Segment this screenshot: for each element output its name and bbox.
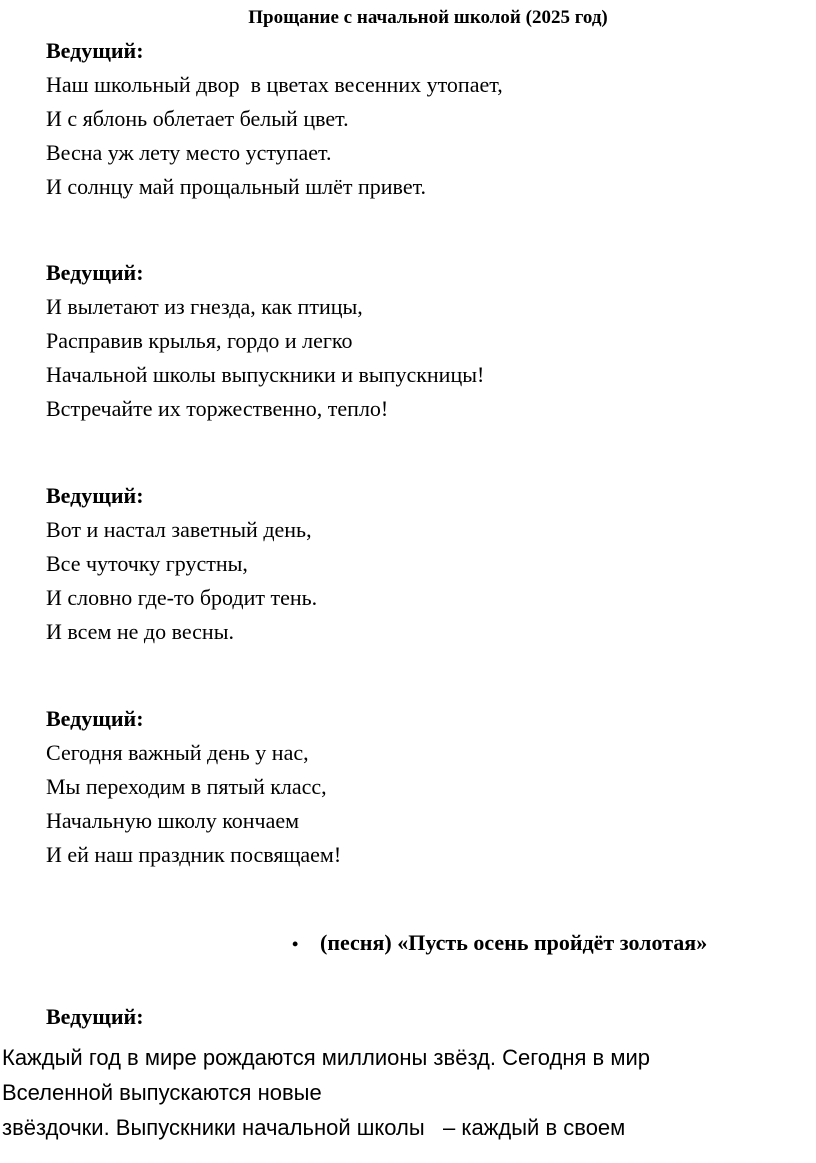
prose-line: звёздочки. Выпускники начальной школы – каждый в своем: [2, 1115, 626, 1140]
verse-line: И ей наш праздник посвящаем!: [46, 842, 342, 867]
verse-line: Начальной школы выпускники и выпускницы!: [46, 362, 485, 387]
stanza-1: [46, 36, 503, 206]
speaker-label: Ведущий:: [46, 1004, 144, 1029]
stanza-2: [46, 258, 484, 428]
speaker-label: Ведущий:: [46, 38, 144, 63]
page-title: Прощание с начальной школой (2025 год): [248, 7, 608, 28]
verse-line: Все чуточку грустны,: [46, 551, 248, 576]
verse-line: И солнцу май прощальный шлёт привет.: [46, 174, 427, 199]
verse-line: Весна уж лету место уступает.: [46, 140, 332, 165]
verse-line: Наш школьный двор в цветах весенних утопает,: [46, 72, 503, 97]
speaker-label: Ведущий:: [46, 706, 144, 731]
verse-line: И словно где-то бродит тень.: [46, 585, 318, 610]
verse-line: И с яблонь облетает белый цвет.: [46, 106, 349, 131]
stanza-4: [46, 704, 341, 874]
prose-paragraph: [2, 1040, 816, 1145]
verse-line: Встречайте их торжественно, тепло!: [46, 396, 389, 421]
verse-line: И вылетают из гнезда, как птицы,: [46, 294, 363, 319]
song-title: (песня) «Пусть осень пройдёт золотая»: [320, 930, 708, 955]
verse-line: Сегодня важный день у нас,: [46, 740, 309, 765]
verse-line: Вот и настал заветный день,: [46, 517, 312, 542]
prose-line: Каждый год в мире рождаются миллионы звёзд. Сегодня в мир: [2, 1045, 650, 1070]
song-list-item: [292, 928, 816, 959]
bullet-icon: •: [292, 934, 299, 954]
speaker-label: Ведущий:: [46, 260, 144, 285]
speaker-label: Ведущий:: [46, 483, 144, 508]
verse-line: Расправив крылья, гордо и легко: [46, 328, 353, 353]
stanza-3: [46, 481, 317, 651]
verse-line: Мы переходим в пятый класс,: [46, 774, 327, 799]
prose-line: Вселенной выпускаются новые: [2, 1080, 322, 1105]
verse-line: Начальную школу кончаем: [46, 808, 300, 833]
verse-line: И всем не до весны.: [46, 619, 234, 644]
